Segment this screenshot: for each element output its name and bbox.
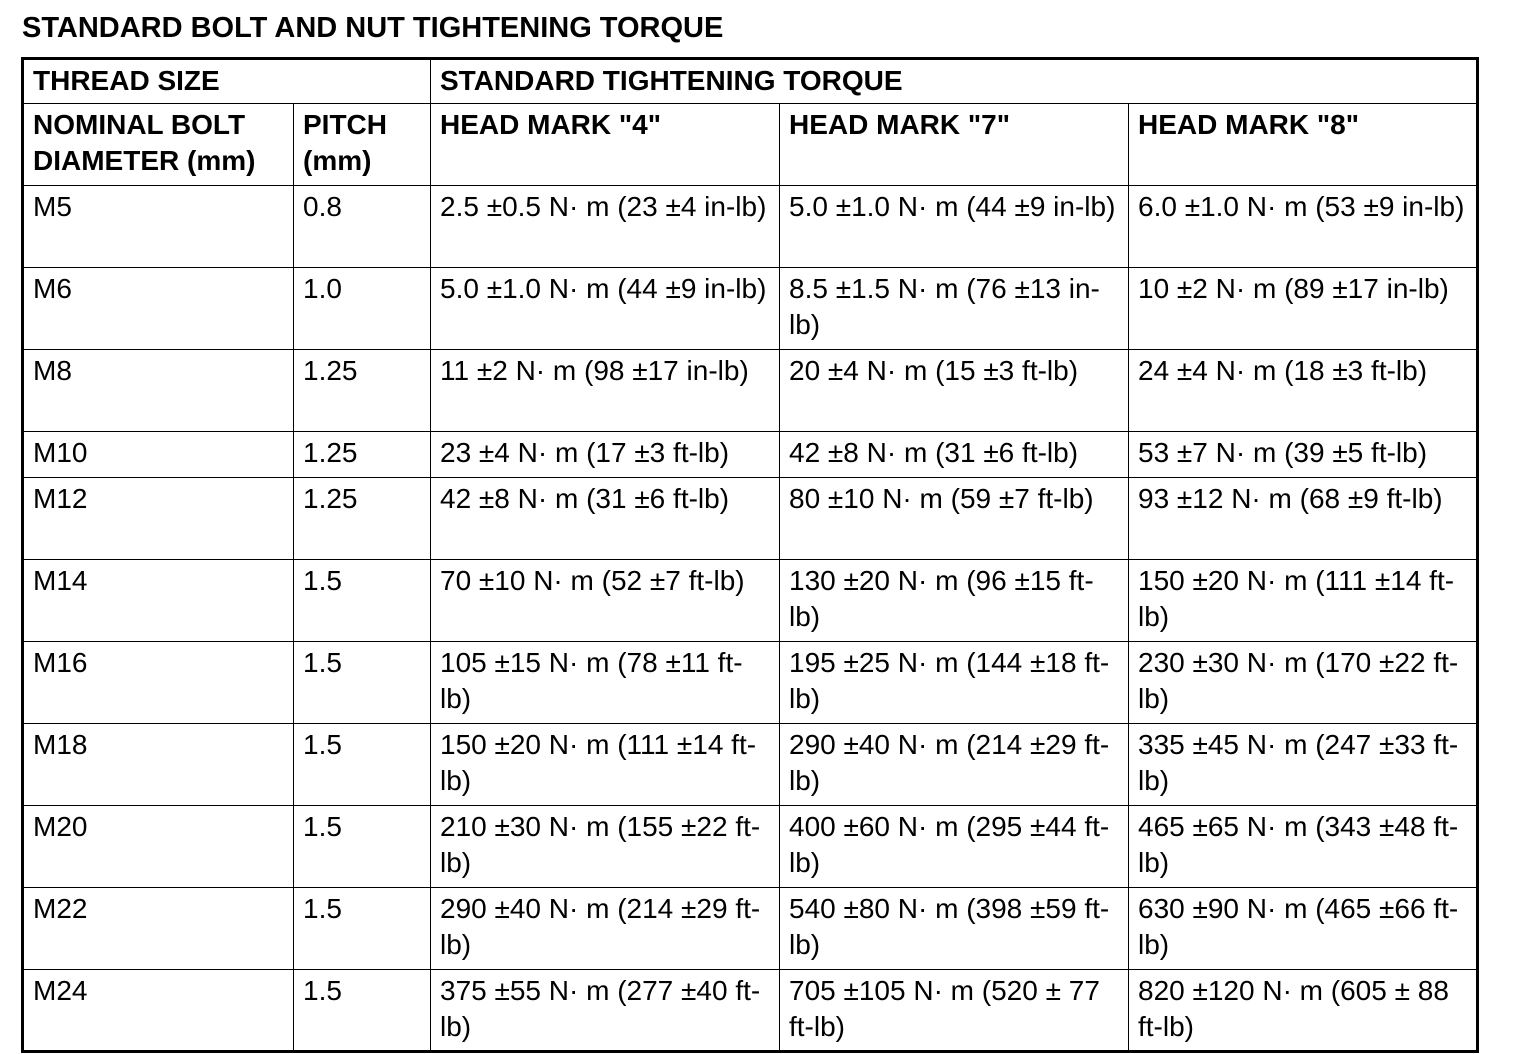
head-mark-8-cell: 53 ±7 N· m (39 ±5 ft-lb) [1129, 432, 1478, 478]
head-mark-7-cell: 130 ±20 N· m (96 ±15 ft-lb) [780, 560, 1129, 642]
header-group-row [23, 59, 1478, 104]
head-mark-4-cell: 23 ±4 N· m (17 ±3 ft-lb) [431, 432, 780, 478]
head-mark-4-cell: 290 ±40 N· m (214 ±29 ft-lb) [431, 888, 780, 970]
standard-torque-header: STANDARD TIGHTENING TORQUE [431, 59, 1478, 104]
pitch-cell: 1.5 [294, 888, 431, 970]
head-mark-8-cell: 93 ±12 N· m (68 ±9 ft-lb) [1129, 478, 1478, 560]
head-mark-8-cell: 10 ±2 N· m (89 ±17 in-lb) [1129, 268, 1478, 350]
head-mark-7-cell: 290 ±40 N· m (214 ±29 ft-lb) [780, 724, 1129, 806]
head-mark-8-cell: 335 ±45 N· m (247 ±33 ft-lb) [1129, 724, 1478, 806]
bolt-size-cell: M16 [23, 642, 294, 724]
table-row [23, 186, 1478, 268]
table-row [23, 806, 1478, 888]
pitch-cell: 1.25 [294, 350, 431, 432]
header-column-row [23, 104, 1478, 186]
head-mark-7-cell: 540 ±80 N· m (398 ±59 ft-lb) [780, 888, 1129, 970]
thread-size-header: THREAD SIZE [23, 59, 431, 104]
bolt-size-cell: M12 [23, 478, 294, 560]
bolt-size-cell: M14 [23, 560, 294, 642]
pitch-cell: 1.25 [294, 432, 431, 478]
bolt-size-cell: M6 [23, 268, 294, 350]
table-header [23, 59, 1478, 186]
head-mark-8-column-header: HEAD MARK "8" [1129, 104, 1478, 186]
head-mark-4-cell: 375 ±55 N· m (277 ±40 ft-lb) [431, 970, 780, 1052]
head-mark-4-cell: 42 ±8 N· m (31 ±6 ft-lb) [431, 478, 780, 560]
pitch-cell: 1.5 [294, 806, 431, 888]
diameter-column-header: NOMINAL BOLT DIAMETER (mm) [23, 104, 294, 186]
head-mark-8-cell: 820 ±120 N· m (605 ± 88 ft-lb) [1129, 970, 1478, 1052]
head-mark-4-cell: 2.5 ±0.5 N· m (23 ±4 in-lb) [431, 186, 780, 268]
head-mark-8-cell: 230 ±30 N· m (170 ±22 ft-lb) [1129, 642, 1478, 724]
head-mark-8-cell: 6.0 ±1.0 N· m (53 ±9 in-lb) [1129, 186, 1478, 268]
bolt-size-cell: M8 [23, 350, 294, 432]
bolt-size-cell: M10 [23, 432, 294, 478]
table-row [23, 970, 1478, 1052]
head-mark-7-cell: 20 ±4 N· m (15 ±3 ft-lb) [780, 350, 1129, 432]
table-row [23, 478, 1478, 560]
head-mark-7-cell: 8.5 ±1.5 N· m (76 ±13 in-lb) [780, 268, 1129, 350]
bolt-size-cell: M20 [23, 806, 294, 888]
head-mark-7-column-header: HEAD MARK "7" [780, 104, 1129, 186]
head-mark-8-cell: 150 ±20 N· m (111 ±14 ft-lb) [1129, 560, 1478, 642]
head-mark-4-cell: 150 ±20 N· m (111 ±14 ft-lb) [431, 724, 780, 806]
bolt-size-cell: M22 [23, 888, 294, 970]
head-mark-7-cell: 5.0 ±1.0 N· m (44 ±9 in-lb) [780, 186, 1129, 268]
head-mark-4-cell: 70 ±10 N· m (52 ±7 ft-lb) [431, 560, 780, 642]
head-mark-7-cell: 42 ±8 N· m (31 ±6 ft-lb) [780, 432, 1129, 478]
head-mark-4-cell: 5.0 ±1.0 N· m (44 ±9 in-lb) [431, 268, 780, 350]
head-mark-7-cell: 400 ±60 N· m (295 ±44 ft-lb) [780, 806, 1129, 888]
pitch-cell: 1.5 [294, 724, 431, 806]
head-mark-7-cell: 80 ±10 N· m (59 ±7 ft-lb) [780, 478, 1129, 560]
table-row [23, 350, 1478, 432]
table-row [23, 642, 1478, 724]
head-mark-7-cell: 705 ±105 N· m (520 ± 77 ft-lb) [780, 970, 1129, 1052]
bolt-size-cell: M18 [23, 724, 294, 806]
torque-table [21, 57, 1479, 1053]
head-mark-4-cell: 105 ±15 N· m (78 ±11 ft-lb) [431, 642, 780, 724]
pitch-cell: 1.5 [294, 642, 431, 724]
head-mark-4-cell: 11 ±2 N· m (98 ±17 in-lb) [431, 350, 780, 432]
head-mark-8-cell: 630 ±90 N· m (465 ±66 ft-lb) [1129, 888, 1478, 970]
document-title: STANDARD BOLT AND NUT TIGHTENING TORQUE [22, 12, 724, 44]
table-row [23, 560, 1478, 642]
bolt-size-cell: M5 [23, 186, 294, 268]
table-row [23, 724, 1478, 806]
head-mark-4-cell: 210 ±30 N· m (155 ±22 ft-lb) [431, 806, 780, 888]
pitch-cell: 1.5 [294, 970, 431, 1052]
head-mark-4-column-header: HEAD MARK "4" [431, 104, 780, 186]
pitch-cell: 1.0 [294, 268, 431, 350]
pitch-column-header: PITCH (mm) [294, 104, 431, 186]
head-mark-8-cell: 465 ±65 N· m (343 ±48 ft-lb) [1129, 806, 1478, 888]
pitch-cell: 1.25 [294, 478, 431, 560]
pitch-cell: 1.5 [294, 560, 431, 642]
table-row [23, 268, 1478, 350]
head-mark-7-cell: 195 ±25 N· m (144 ±18 ft-lb) [780, 642, 1129, 724]
pitch-cell: 0.8 [294, 186, 431, 268]
table-row [23, 432, 1478, 478]
head-mark-8-cell: 24 ±4 N· m (18 ±3 ft-lb) [1129, 350, 1478, 432]
bolt-size-cell: M24 [23, 970, 294, 1052]
table-body [23, 186, 1478, 1052]
table-row [23, 888, 1478, 970]
